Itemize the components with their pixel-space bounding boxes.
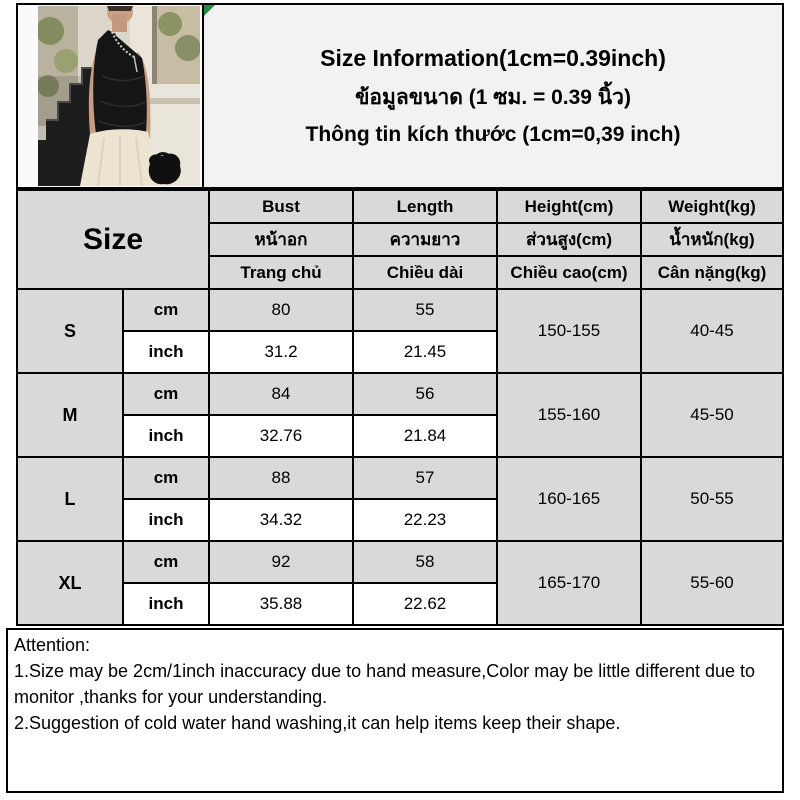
value-s-length-inch: 21.45	[354, 332, 496, 372]
unit-label-inch: inch	[124, 332, 208, 372]
size-label-m: M	[18, 374, 122, 456]
product-photo-illustration	[38, 6, 200, 186]
unit-label-cm: cm	[124, 458, 208, 498]
value-xl-weight: 55-60	[642, 542, 782, 624]
value-m-bust-cm: 84	[210, 374, 352, 414]
title-english: Size Information(1cm=0.39inch)	[320, 45, 666, 71]
value-xl-height: 165-170	[498, 542, 640, 624]
product-photo	[38, 6, 200, 186]
value-l-length-cm: 57	[354, 458, 496, 498]
top-block	[16, 3, 784, 189]
value-xl-length-inch: 22.62	[354, 584, 496, 624]
col-header-length-en: Length	[354, 191, 496, 222]
value-m-length-inch: 21.84	[354, 416, 496, 456]
title-thai: ข้อมูลขนาด (1 ซม. = 0.39 นิ้ว)	[355, 86, 631, 109]
col-header-weight-vi: Cân nặng(kg)	[642, 257, 782, 288]
attention-note-1: 1.Size may be 2cm/1inch inaccuracy due to hand measure,Color may be little different due to monitor ,thanks for your understanding.	[14, 661, 756, 707]
col-header-bust-en: Bust	[210, 191, 352, 222]
value-l-length-inch: 22.23	[354, 500, 496, 540]
value-m-weight: 45-50	[642, 374, 782, 456]
size-label-xl: XL	[18, 542, 122, 624]
attention-box	[6, 628, 784, 793]
value-l-bust-inch: 34.32	[210, 500, 352, 540]
value-m-height: 155-160	[498, 374, 640, 456]
col-header-length-th: ความยาว	[354, 224, 496, 255]
col-header-weight-en: Weight(kg)	[642, 191, 782, 222]
unit-label-inch: inch	[124, 500, 208, 540]
attention-heading: Attention:	[14, 635, 91, 655]
unit-label-cm: cm	[124, 290, 208, 330]
col-header-height-en: Height(cm)	[498, 191, 640, 222]
unit-label-cm: cm	[124, 542, 208, 582]
value-xl-bust-cm: 92	[210, 542, 352, 582]
value-s-bust-cm: 80	[210, 290, 352, 330]
value-l-bust-cm: 88	[210, 458, 352, 498]
value-s-length-cm: 55	[354, 290, 496, 330]
title-cell	[204, 5, 782, 187]
size-table	[16, 189, 784, 626]
value-s-bust-inch: 31.2	[210, 332, 352, 372]
attention-note-2: 2.Suggestion of cold water hand washing,it can help items keep their shape.	[14, 713, 621, 733]
value-m-bust-inch: 32.76	[210, 416, 352, 456]
value-l-height: 160-165	[498, 458, 640, 540]
product-photo-cell	[18, 5, 204, 187]
col-header-length-vi: Chiều dài	[354, 257, 496, 288]
value-s-weight: 40-45	[642, 290, 782, 372]
unit-label-inch: inch	[124, 584, 208, 624]
size-label-s: S	[18, 290, 122, 372]
value-xl-length-cm: 58	[354, 542, 496, 582]
col-header-height-th: ส่วนสูง(cm)	[498, 224, 640, 255]
col-header-bust-vi: Trang chủ	[210, 257, 352, 288]
col-header-weight-th: น้ำหนัก(kg)	[642, 224, 782, 255]
title-vietnamese: Thông tin kích thước (1cm=0,39 inch)	[305, 123, 681, 146]
value-s-height: 150-155	[498, 290, 640, 372]
col-header-bust-th: หน้าอก	[210, 224, 352, 255]
value-xl-bust-inch: 35.88	[210, 584, 352, 624]
value-m-length-cm: 56	[354, 374, 496, 414]
size-label-l: L	[18, 458, 122, 540]
size-table-corner-header: Size	[18, 191, 208, 288]
unit-label-inch: inch	[124, 416, 208, 456]
value-l-weight: 50-55	[642, 458, 782, 540]
unit-label-cm: cm	[124, 374, 208, 414]
col-header-height-vi: Chiều cao(cm)	[498, 257, 640, 288]
corner-marker-triangle	[204, 5, 215, 16]
